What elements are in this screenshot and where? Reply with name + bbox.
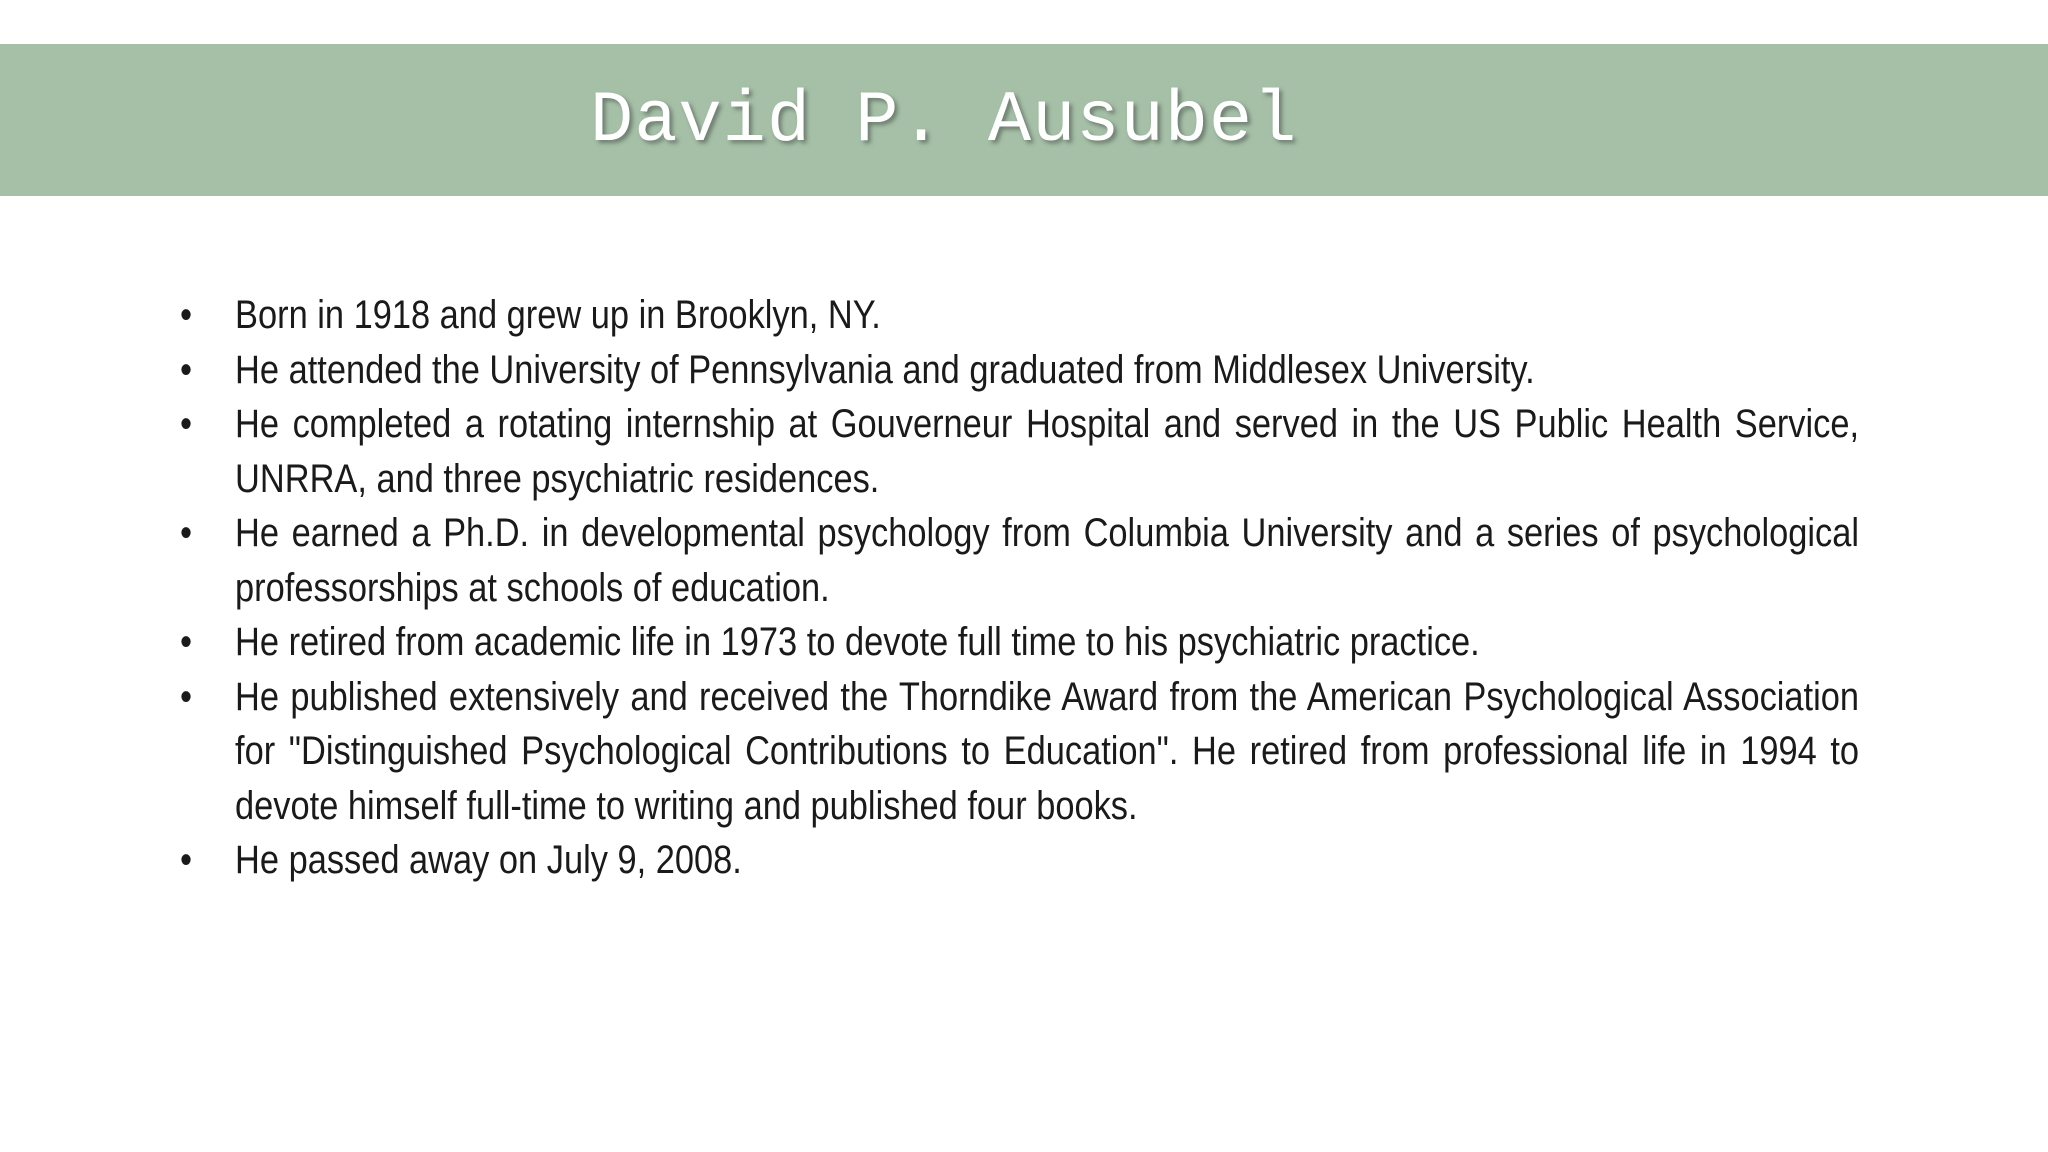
bullet-dot: •	[180, 293, 193, 337]
bullet-dot: •	[180, 402, 193, 446]
bullet-dot: •	[180, 347, 193, 392]
bullet-dot: •	[180, 674, 193, 719]
bullet-item-born	[180, 288, 1859, 343]
bullet-item-retired-academic	[180, 615, 1859, 670]
bullet-item-published	[180, 670, 1859, 834]
bullet-text: He published extensively and received the Thorndike Award from the American Psychological Association for "Distinguished Psychological Contributions to Education". He retired from professional life in 1994 to devote himself full-time to writing and published four books.	[235, 674, 1860, 828]
slide-title: David P. Ausubel	[590, 80, 1298, 162]
bullet-item-education	[180, 343, 1859, 398]
bullet-dot: •	[180, 620, 193, 664]
bullet-text: He attended the University of Pennsylvania and graduated from Middlesex University.	[235, 347, 1535, 392]
bullet-dot: •	[180, 838, 193, 882]
bullet-item-passed-away	[180, 833, 1859, 888]
bullet-dot: •	[180, 511, 193, 555]
bullet-text: He passed away on July 9, 2008.	[235, 838, 742, 882]
bullet-text: He retired from academic life in 1973 to devote full time to his psychiatric practice.	[235, 620, 1480, 664]
bullet-text: Born in 1918 and grew up in Brooklyn, NY.	[235, 293, 881, 337]
bullet-text: He earned a Ph.D. in developmental psychology from Columbia University and a series of psychological professorships at schools of education.	[235, 511, 1860, 610]
bullet-item-phd	[180, 506, 1859, 615]
bullet-text: He completed a rotating internship at Gouverneur Hospital and served in the US Public Health Service, UNRRA, and three psychiatric residences.	[235, 402, 1860, 501]
bullet-item-internship	[180, 397, 1859, 506]
bullet-list	[180, 288, 1868, 888]
